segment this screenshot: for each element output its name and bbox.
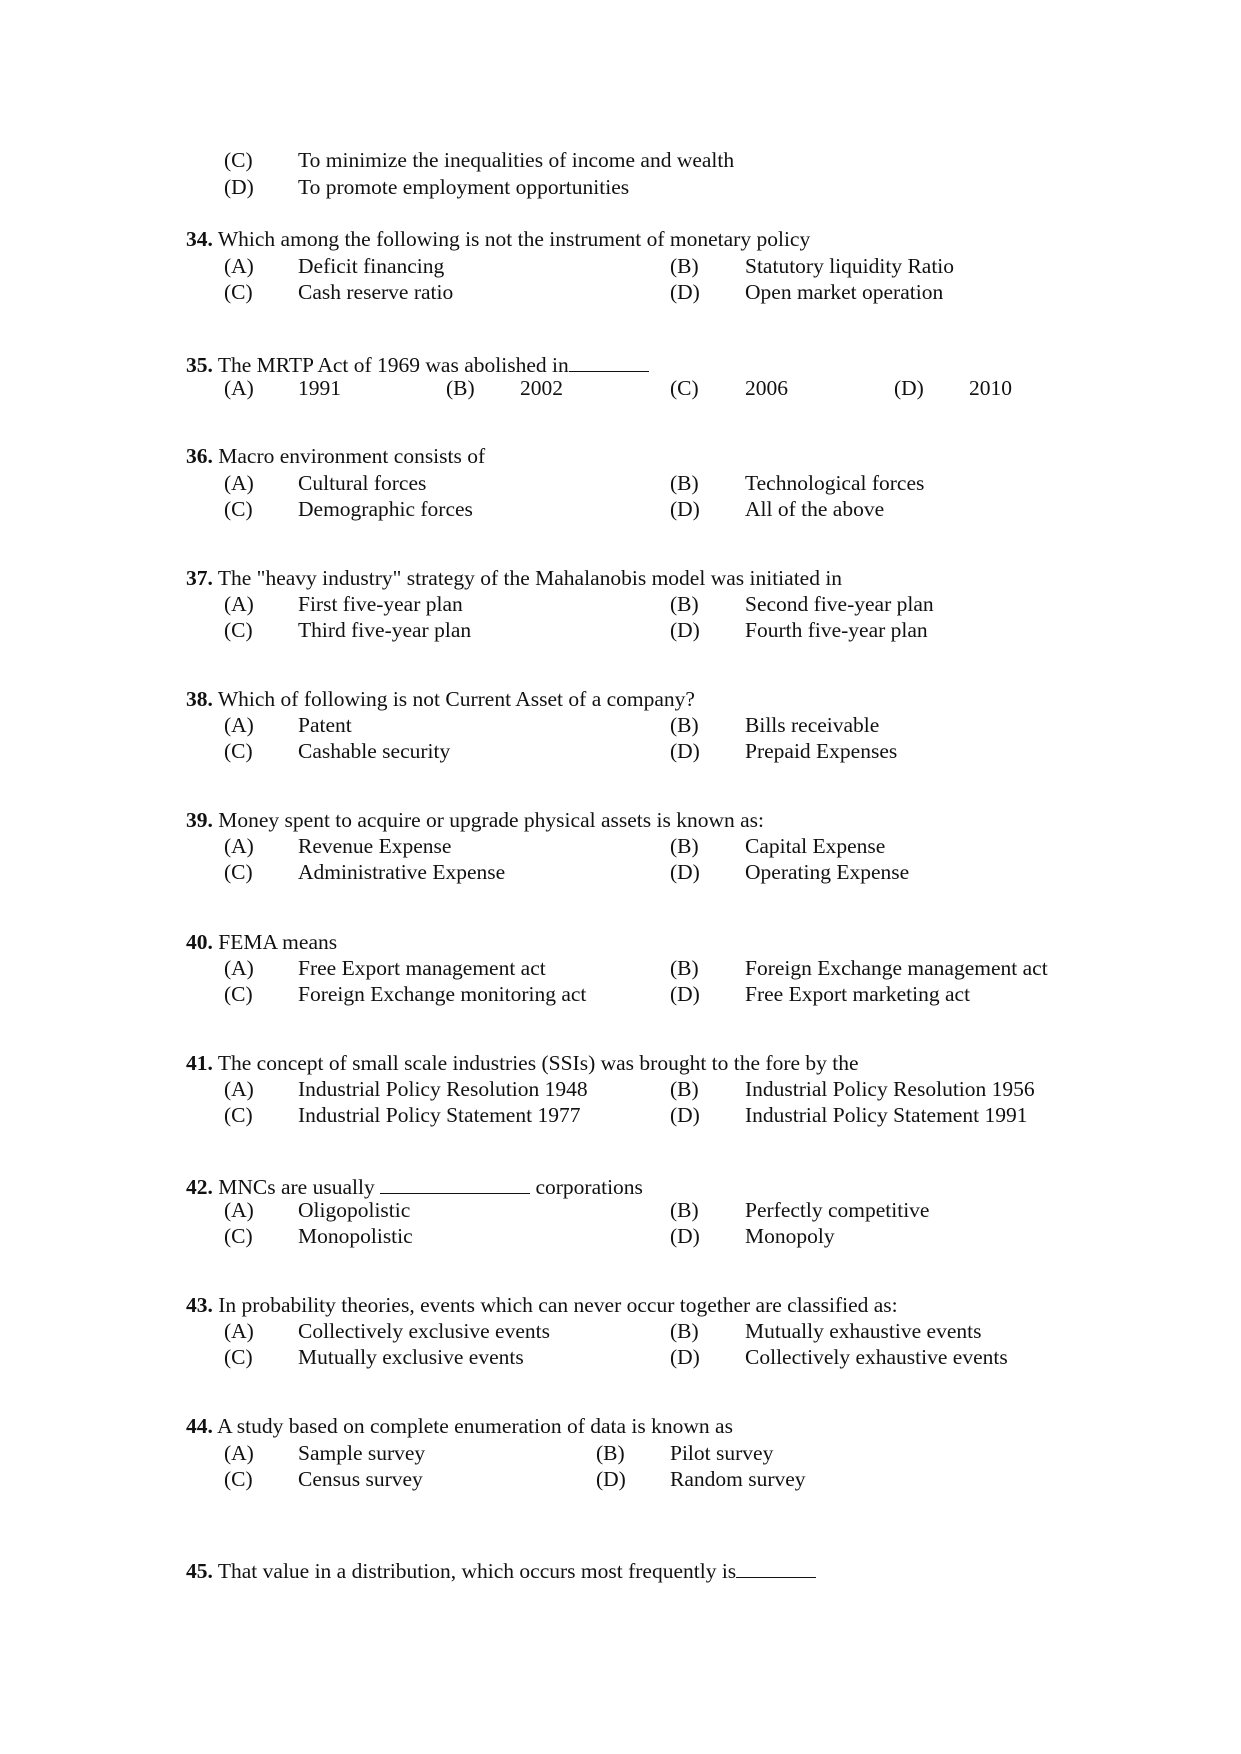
question-37	[186, 568, 842, 590]
option-letter: (B)	[670, 1198, 699, 1222]
option-letter: (A)	[224, 1441, 254, 1465]
option-text: Sample survey	[298, 1441, 426, 1465]
option-text: 2010	[969, 376, 1012, 400]
option-letter: (A)	[224, 1077, 254, 1101]
option-letter: (A)	[224, 471, 254, 495]
option-letter: (A)	[224, 1198, 254, 1222]
option-letter: (C)	[224, 280, 253, 304]
option-letter: (B)	[670, 713, 699, 737]
question-number: 35.	[186, 353, 213, 377]
option-text: Pilot survey	[670, 1441, 774, 1465]
question-number: 38.	[186, 687, 213, 711]
answer-blank	[380, 1174, 530, 1194]
option-letter: (B)	[670, 1319, 699, 1343]
option-text: Oligopolistic	[298, 1198, 411, 1222]
question-text: That value in a distribution, which occurs most frequently is	[217, 1559, 737, 1583]
option-letter: (D)	[670, 739, 700, 763]
answer-blank	[736, 1558, 816, 1578]
question-text: The "heavy industry" strategy of the Mahalanobis model was initiated in	[217, 566, 843, 590]
option-letter: (C)	[224, 148, 253, 172]
question-34	[186, 229, 810, 251]
option-text: Patent	[298, 713, 352, 737]
option-letter: (D)	[670, 860, 700, 884]
option-text: 2006	[745, 376, 788, 400]
option-text: Third five-year plan	[298, 618, 472, 642]
option-letter: (A)	[224, 834, 254, 858]
option-text: Free Export management act	[298, 956, 546, 980]
option-letter: (B)	[446, 376, 475, 400]
option-letter: (C)	[224, 982, 253, 1006]
option-letter: (D)	[670, 280, 700, 304]
option-text: Mutually exhaustive events	[745, 1319, 982, 1343]
question-number: 36.	[186, 444, 213, 468]
question-number: 39.	[186, 808, 213, 832]
option-text: 2002	[520, 376, 563, 400]
question-text: Money spent to acquire or upgrade physical assets is known as:	[218, 808, 764, 832]
option-letter: (A)	[224, 713, 254, 737]
question-text: MNCs are usually	[218, 1175, 375, 1199]
option-text: Fourth five-year plan	[745, 618, 928, 642]
question-number: 34.	[186, 227, 213, 251]
question-number: 43.	[186, 1293, 213, 1317]
question-number: 40.	[186, 930, 213, 954]
option-letter: (A)	[224, 956, 254, 980]
option-text: Collectively exclusive events	[298, 1319, 550, 1343]
option-letter: (B)	[670, 592, 699, 616]
question-41	[186, 1053, 859, 1075]
option-letter: (C)	[224, 618, 253, 642]
answer-blank	[569, 352, 649, 372]
option-text: Deficit financing	[298, 254, 445, 278]
question-43	[186, 1295, 898, 1317]
option-letter: (C)	[224, 1345, 253, 1369]
option-letter: (B)	[670, 956, 699, 980]
option-letter: (A)	[224, 376, 254, 400]
option-text: Technological forces	[745, 471, 925, 495]
question-text: A study based on complete enumeration of data is known as	[217, 1414, 733, 1438]
option-text: Revenue Expense	[298, 834, 452, 858]
option-text: Bills receivable	[745, 713, 880, 737]
option-letter: (A)	[224, 592, 254, 616]
option-text: Foreign Exchange monitoring act	[298, 982, 587, 1006]
question-text: Macro environment consists of	[218, 444, 486, 468]
option-text: Free Export marketing act	[745, 982, 971, 1006]
option-text: Mutually exclusive events	[298, 1345, 524, 1369]
option-text: Industrial Policy Resolution 1948	[298, 1077, 588, 1101]
question-number: 42.	[186, 1175, 213, 1199]
option-letter: (C)	[670, 376, 699, 400]
option-text: Random survey	[670, 1467, 806, 1491]
option-letter: (D)	[670, 1224, 700, 1248]
option-letter: (C)	[224, 1103, 253, 1127]
question-text: In probability theories, events which can never occur together are classified as:	[218, 1293, 898, 1317]
option-text: Cultural forces	[298, 471, 427, 495]
option-text: Industrial Policy Statement 1991	[745, 1103, 1028, 1127]
option-letter: (A)	[224, 1319, 254, 1343]
option-letter: (D)	[670, 497, 700, 521]
option-letter: (B)	[670, 471, 699, 495]
option-text: First five-year plan	[298, 592, 463, 616]
option-letter: (D)	[224, 175, 254, 199]
option-letter: (B)	[670, 1077, 699, 1101]
option-text: Open market operation	[745, 280, 944, 304]
question-number: 44.	[186, 1414, 213, 1438]
question-text: The concept of small scale industries (SSIs) was brought to the fore by the	[217, 1051, 859, 1075]
option-text: Collectively exhaustive events	[745, 1345, 1008, 1369]
option-text: Prepaid Expenses	[745, 739, 898, 763]
question-45	[186, 1558, 816, 1583]
question-text-after: corporations	[535, 1175, 643, 1199]
option-letter: (C)	[224, 497, 253, 521]
option-letter: (C)	[224, 1467, 253, 1491]
question-text: The MRTP Act of 1969 was abolished in	[217, 353, 569, 377]
option-letter: (D)	[670, 982, 700, 1006]
question-42	[186, 1174, 643, 1199]
option-text: Capital Expense	[745, 834, 886, 858]
option-letter: (D)	[596, 1467, 626, 1491]
option-letter: (B)	[670, 834, 699, 858]
option-letter: (C)	[224, 739, 253, 763]
option-text: To promote employment opportunities	[298, 175, 630, 199]
option-text: Monopoly	[745, 1224, 835, 1248]
option-letter: (D)	[894, 376, 924, 400]
question-number: 37.	[186, 566, 213, 590]
option-letter: (D)	[670, 1103, 700, 1127]
question-text: Which of following is not Current Asset of a company?	[217, 687, 695, 711]
option-text: Monopolistic	[298, 1224, 413, 1248]
option-text: All of the above	[745, 497, 885, 521]
option-letter: (C)	[224, 860, 253, 884]
question-35	[186, 352, 649, 377]
question-39	[186, 810, 764, 832]
question-40	[186, 932, 337, 954]
option-text: Statutory liquidity Ratio	[745, 254, 955, 278]
option-text: Census survey	[298, 1467, 423, 1491]
option-letter: (D)	[670, 618, 700, 642]
option-text: Administrative Expense	[298, 860, 506, 884]
option-text: 1991	[298, 376, 341, 400]
option-text: To minimize the inequalities of income and wealth	[298, 148, 735, 172]
option-text: Cashable security	[298, 739, 451, 763]
option-letter: (B)	[596, 1441, 625, 1465]
option-letter: (B)	[670, 254, 699, 278]
option-letter: (A)	[224, 254, 254, 278]
option-letter: (D)	[670, 1345, 700, 1369]
question-44	[186, 1416, 733, 1438]
option-text: Industrial Policy Statement 1977	[298, 1103, 581, 1127]
option-text: Perfectly competitive	[745, 1198, 930, 1222]
option-letter: (C)	[224, 1224, 253, 1248]
option-text: Demographic forces	[298, 497, 473, 521]
option-text: Second five-year plan	[745, 592, 934, 616]
question-text: Which among the following is not the instrument of monetary policy	[217, 227, 811, 251]
option-text: Cash reserve ratio	[298, 280, 454, 304]
question-number: 45.	[186, 1559, 213, 1583]
option-text: Operating Expense	[745, 860, 910, 884]
question-text: FEMA means	[218, 930, 338, 954]
question-36	[186, 446, 485, 468]
question-number: 41.	[186, 1051, 213, 1075]
option-text: Foreign Exchange management act	[745, 956, 1048, 980]
question-38	[186, 689, 695, 711]
option-text: Industrial Policy Resolution 1956	[745, 1077, 1035, 1101]
